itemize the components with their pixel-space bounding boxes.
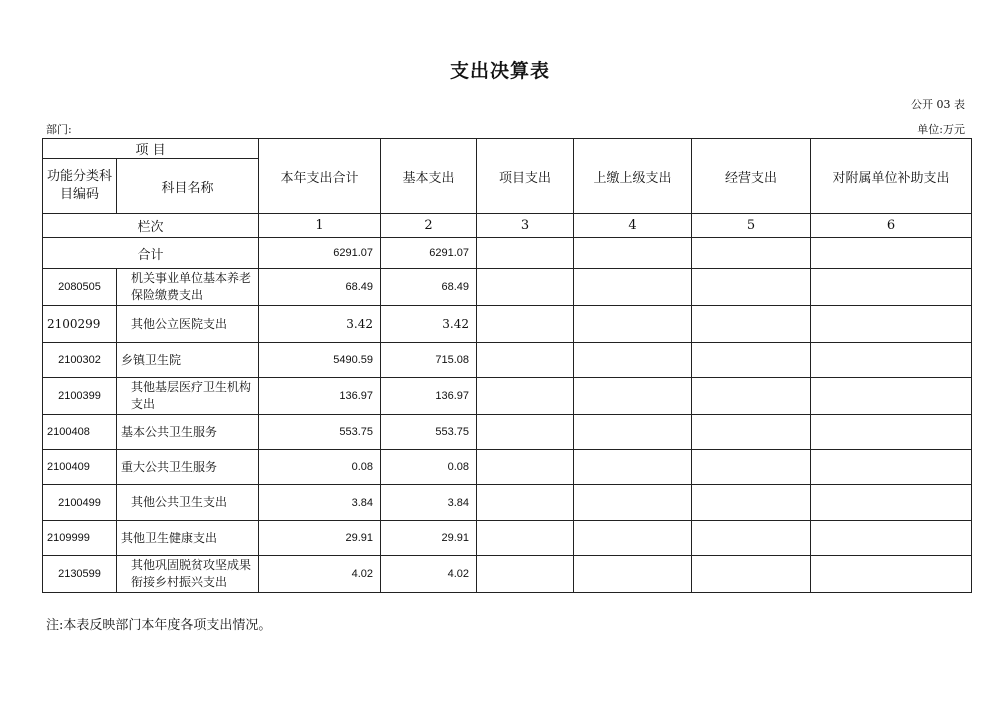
header-item: 项 目 xyxy=(43,139,259,159)
row-name: 其他基层医疗卫生机构支出 xyxy=(117,378,259,415)
row-basic: 29.91 xyxy=(381,521,477,556)
unit-label: 单位:万元 xyxy=(917,123,965,136)
row-name: 重大公共卫生服务 xyxy=(117,450,259,485)
row-code: 2100299 xyxy=(43,306,117,343)
expenditure-table xyxy=(42,138,972,593)
header-col-upper: 上缴上级支出 xyxy=(574,139,692,214)
row-code: 2100399 xyxy=(43,378,117,415)
row-code: 2100408 xyxy=(43,415,117,450)
header-col-subsidy: 对附属单位补助支出 xyxy=(811,139,972,214)
row-basic: 136.97 xyxy=(381,378,477,415)
table-row xyxy=(43,343,972,378)
row-name: 机关事业单位基本养老保险缴费支出 xyxy=(117,269,259,306)
column-index-3: 3 xyxy=(477,214,574,238)
table-row xyxy=(43,450,972,485)
table-row xyxy=(43,521,972,556)
table-row xyxy=(43,378,972,415)
row-code: 2100409 xyxy=(43,450,117,485)
total-amount: 6291.07 xyxy=(259,238,381,269)
row-basic: 68.49 xyxy=(381,269,477,306)
header-name: 科目名称 xyxy=(117,159,259,214)
row-code: 2080505 xyxy=(43,269,117,306)
row-basic: 553.75 xyxy=(381,415,477,450)
row-total: 136.97 xyxy=(259,378,381,415)
row-total: 29.91 xyxy=(259,521,381,556)
column-index-5: 5 xyxy=(692,214,811,238)
header-col-total: 本年支出合计 xyxy=(259,139,381,214)
row-code: 2130599 xyxy=(43,556,117,593)
row-name: 其他公共卫生支出 xyxy=(117,485,259,521)
row-code: 2100302 xyxy=(43,343,117,378)
table-row xyxy=(43,269,972,306)
row-total: 5490.59 xyxy=(259,343,381,378)
form-number: 公开 03 表 xyxy=(911,98,965,111)
header-col-project: 项目支出 xyxy=(477,139,574,214)
row-basic: 0.08 xyxy=(381,450,477,485)
row-basic: 3.42 xyxy=(381,306,477,343)
column-index-label: 栏次 xyxy=(43,214,259,238)
total-basic: 6291.07 xyxy=(381,238,477,269)
column-index-2: 2 xyxy=(381,214,477,238)
row-total: 3.42 xyxy=(259,306,381,343)
row-name: 其他卫生健康支出 xyxy=(117,521,259,556)
header-col-business: 经营支出 xyxy=(692,139,811,214)
page-title: 支出决算表 xyxy=(449,60,550,82)
header-code: 功能分类科目编码 xyxy=(43,159,117,214)
table-row xyxy=(43,556,972,593)
table-row xyxy=(43,306,972,343)
row-name: 基本公共卫生服务 xyxy=(117,415,259,450)
row-basic: 4.02 xyxy=(381,556,477,593)
column-index-6: 6 xyxy=(811,214,972,238)
row-code: 2109999 xyxy=(43,521,117,556)
header-col-basic: 基本支出 xyxy=(381,139,477,214)
row-total: 0.08 xyxy=(259,450,381,485)
footnote: 注:本表反映部门本年度各项支出情况。 xyxy=(46,618,272,633)
row-name: 其他公立医院支出 xyxy=(117,306,259,343)
row-basic: 3.84 xyxy=(381,485,477,521)
row-code: 2100499 xyxy=(43,485,117,521)
row-total: 553.75 xyxy=(259,415,381,450)
table-row xyxy=(43,415,972,450)
row-total: 3.84 xyxy=(259,485,381,521)
column-index-1: 1 xyxy=(259,214,381,238)
row-name: 乡镇卫生院 xyxy=(117,343,259,378)
row-total: 4.02 xyxy=(259,556,381,593)
total-label: 合计 xyxy=(43,238,259,269)
column-index-4: 4 xyxy=(574,214,692,238)
table-row xyxy=(43,485,972,521)
row-total: 68.49 xyxy=(259,269,381,306)
row-basic: 715.08 xyxy=(381,343,477,378)
row-name: 其他巩固脱贫攻坚成果衔接乡村振兴支出 xyxy=(117,556,259,593)
department-label: 部门: xyxy=(46,123,72,136)
